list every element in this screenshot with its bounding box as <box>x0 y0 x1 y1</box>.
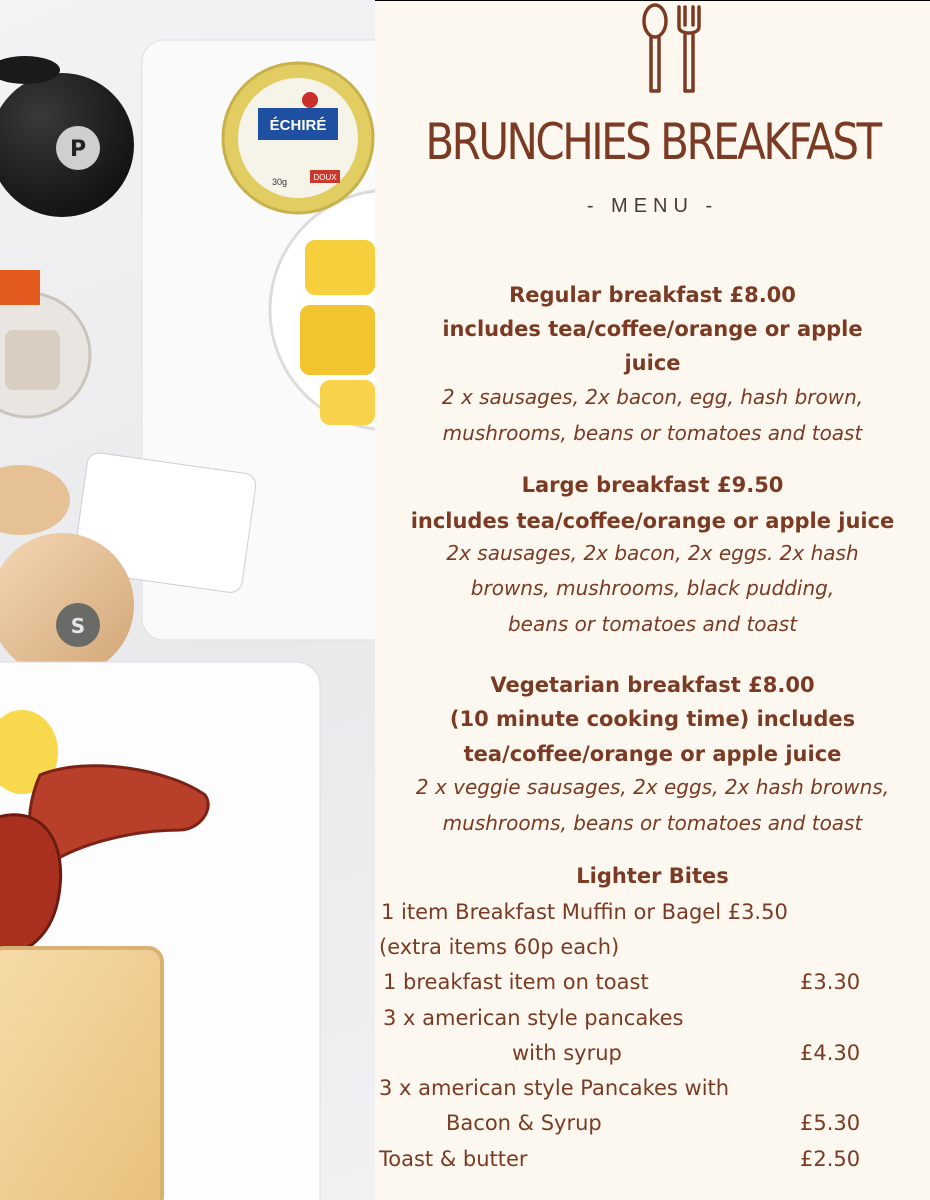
svg-text:S: S <box>70 614 86 638</box>
vegetarian-heading-line-1: Vegetarian breakfast £8.00 <box>490 673 815 697</box>
lighter-item-7-price: £5.30 <box>800 1111 861 1135</box>
butter-type-text: DOUX <box>313 173 337 182</box>
breakfast-photo <box>0 0 375 1200</box>
breakfast-photo-illustration <box>0 0 375 1200</box>
regular-heading-line-2: includes tea/coffee/orange or apple <box>442 317 863 341</box>
lighter-item-4: 3 x american style pancakes <box>383 1006 684 1030</box>
regular-heading-line-1: Regular breakfast £8.00 <box>509 283 796 307</box>
regular-description-line-2: mushrooms, beans or tomatoes and toast <box>442 421 863 445</box>
lighter-item-8-price: £2.50 <box>800 1147 861 1171</box>
spoon-and-fork-icon <box>637 3 707 97</box>
vegetarian-description-line-1: 2 x veggie sausages, 2x eggs, 2x hash browns, <box>415 775 890 799</box>
lighter-item-3: 1 breakfast item on toast <box>383 970 649 994</box>
large-heading-line-1: Large breakfast £9.50 <box>521 473 784 497</box>
vegetarian-description-line-2: mushrooms, beans or tomatoes and toast <box>442 811 863 835</box>
regular-description-line-1: 2 x sausages, 2x bacon, egg, hash brown, <box>441 385 864 409</box>
lighter-item-7: Bacon & Syrup <box>446 1111 602 1135</box>
regular-heading-line-3: juice <box>624 351 681 375</box>
large-description-line-3: beans or tomatoes and toast <box>507 612 798 636</box>
butter-brand-text: ÉCHIRÉ <box>269 117 327 134</box>
lighter-item-1: 1 item Breakfast Muffin or Bagel £3.50 <box>381 900 788 924</box>
vegetarian-heading-line-3: tea/coffee/orange or apple juice <box>463 742 842 766</box>
lighter-bites-heading: Lighter Bites <box>576 864 729 888</box>
lighter-item-8: Toast & butter <box>379 1147 528 1171</box>
menu-title: BRUNCHIES BREAKFAST <box>425 113 880 171</box>
svg-text:P: P <box>69 137 87 162</box>
large-description-line-1: 2x sausages, 2x bacon, 2x eggs. 2x hash <box>446 541 859 565</box>
lighter-item-3-price: £3.30 <box>800 970 861 994</box>
large-description-line-2: browns, mushrooms, black pudding, <box>470 576 835 600</box>
menu-panel <box>375 0 930 1200</box>
vegetarian-heading-line-2: (10 minute cooking time) includes <box>449 707 856 731</box>
large-heading-line-2: includes tea/coffee/orange or apple juice <box>410 509 895 533</box>
lighter-item-6: 3 x american style Pancakes with <box>379 1076 730 1100</box>
lighter-item-5: with syrup <box>512 1041 622 1065</box>
lighter-item-2: (extra items 60p each) <box>379 935 620 959</box>
butter-weight-text: 30g <box>272 177 288 187</box>
lighter-item-5-price: £4.30 <box>800 1041 861 1065</box>
menu-subtitle: - MENU - <box>586 195 719 217</box>
